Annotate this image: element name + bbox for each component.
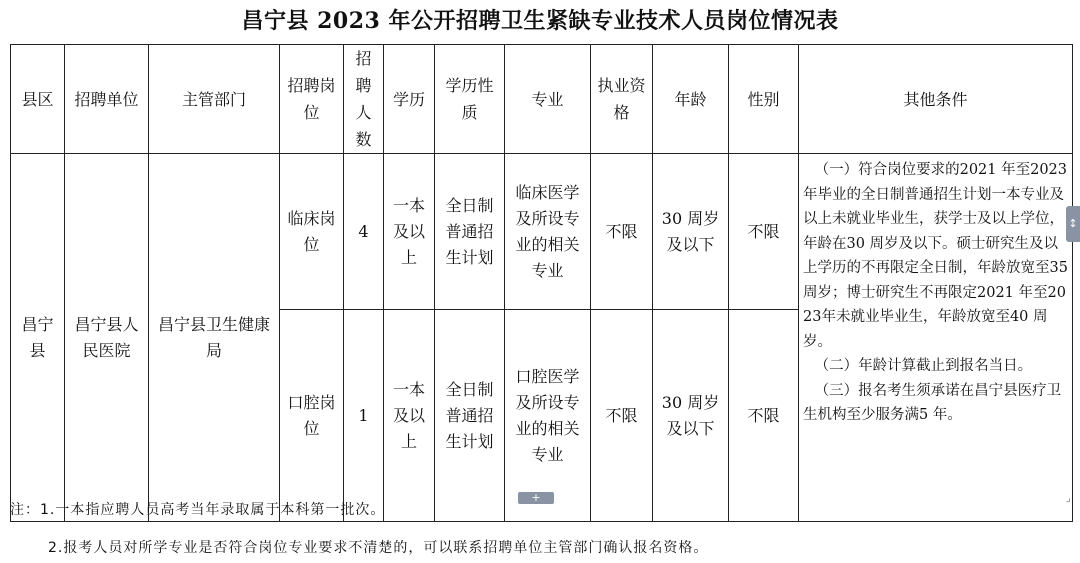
header-post: 招聘岗位 — [280, 45, 344, 154]
note-1: 注：1.一本指应聘人员高考当年录取属于本科第一批次。 — [10, 502, 386, 518]
cell-other-conditions — [799, 154, 1073, 522]
cell-post: 临床岗位 — [280, 154, 344, 310]
cell-license: 不限 — [591, 310, 653, 522]
cell-count: 1 — [344, 310, 384, 522]
cell-edu-type: 全日制普通招生计划 — [435, 154, 505, 310]
header-unit: 招聘单位 — [65, 45, 149, 154]
header-gender: 性别 — [729, 45, 799, 154]
cell-post: 口腔岗位 — [280, 310, 344, 522]
cell-age: 30 周岁及以下 — [653, 154, 729, 310]
cell-gender: 不限 — [729, 154, 799, 310]
cell-license: 不限 — [591, 154, 653, 310]
header-age: 年龄 — [653, 45, 729, 154]
cell-age: 30 周岁及以下 — [653, 310, 729, 522]
document-title: 昌宁县 2023 年公开招聘卫生紧缺专业技术人员岗位情况表 — [241, 8, 839, 34]
header-other: 其他条件 — [799, 45, 1073, 154]
cell-edu: 一本及以上 — [384, 154, 435, 310]
header-row — [11, 45, 1073, 154]
cell-major: 口腔医学及所设专业的相关专业 — [505, 310, 591, 522]
table-resize-icon[interactable]: ⌟ — [1066, 493, 1071, 504]
notes-section — [10, 500, 1070, 558]
job-table — [10, 44, 1073, 522]
table-row — [11, 154, 1073, 310]
header-county: 县区 — [11, 45, 65, 154]
resize-column-handle[interactable]: ↕ — [1066, 206, 1080, 242]
cell-edu: 一本及以上 — [384, 310, 435, 522]
cell-county: 昌宁县 — [11, 154, 65, 522]
header-count: 招聘人数 — [344, 45, 384, 154]
cell-edu-type: 全日制普通招生计划 — [435, 310, 505, 522]
cell-gender: 不限 — [729, 310, 799, 522]
header-edu-type: 学历性质 — [435, 45, 505, 154]
condition-2: （二）年龄计算截止到报名当日。 — [814, 358, 1033, 374]
note-2: 2.报考人员对所学专业是否符合岗位专业要求不清楚的，可以联系招聘单位主管部门确认报名资格。 — [48, 540, 709, 556]
header-edu: 学历 — [384, 45, 435, 154]
cell-major: 临床医学及所设专业的相关专业 — [505, 154, 591, 310]
cell-count: 4 — [344, 154, 384, 310]
condition-1: （一）符合岗位要求的2021 年至2023 年毕业的全日制普通招生计划一本专业及以上未就业毕业生，获学士及以上学位，年龄在30 周岁及以下。硕士研究生及以上学历的不再限定全日制，年龄放宽至35 周岁；博士研究生不再限定2021 年至2023年未就业毕业生，年龄放宽至40 周岁。 — [803, 162, 1068, 350]
cell-dept: 昌宁县卫生健康局 — [149, 154, 280, 522]
cell-unit: 昌宁县人民医院 — [65, 154, 149, 522]
header-major: 专业 — [505, 45, 591, 154]
header-license: 执业资格 — [591, 45, 653, 154]
add-row-button[interactable]: + — [518, 492, 554, 504]
condition-3: （三）报名考生须承诺在昌宁县医疗卫生机构至少服务满5 年。 — [803, 382, 1062, 423]
header-dept: 主管部门 — [149, 45, 280, 154]
